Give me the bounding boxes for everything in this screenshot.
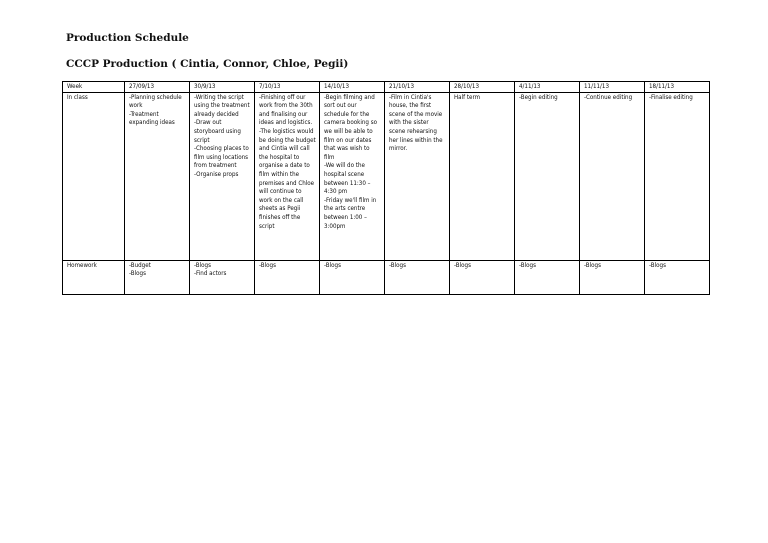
header-cell: 4/11/13 [515,82,580,93]
table-cell: Half term [450,92,515,260]
table-cell: -Blogs [580,260,645,294]
header-cell: 11/11/13 [580,82,645,93]
document-subtitle: CCCP Production ( Cintia, Connor, Chloe, Pegii) [66,58,349,70]
schedule-table [62,81,710,295]
row-label: Homework [63,260,125,294]
table-cell: -Blogs [450,260,515,294]
table-cell: -Blogs [515,260,580,294]
table-cell: -Continue editing [580,92,645,260]
table-cell: -Blogs [645,260,710,294]
header-cell: Week [63,82,125,93]
table-row-homework [63,260,710,294]
table-cell: -Blogs [320,260,385,294]
table-cell: -Begin editing [515,92,580,260]
header-cell: 30/9/13 [190,82,255,93]
table-cell: -Blogs -Find actors [190,260,255,294]
table-cell: -Blogs [255,260,320,294]
row-label: In class [63,92,125,260]
header-cell: 27/09/13 [125,82,190,93]
document-title: Production Schedule [66,32,189,44]
header-cell: 7/10/13 [255,82,320,93]
table-cell: -Finalise editing [645,92,710,260]
table-cell: -Planning schedule work -Treatment expanding ideas [125,92,190,260]
table-cell: -Film in Cintia's house, the first scene of the movie with the sister scene rehearsing her lines within the mirror. [385,92,450,260]
table-cell: -Budget -Blogs [125,260,190,294]
table-cell: -Blogs [385,260,450,294]
table-cell: -Begin filming and sort out our schedule for the camera booking so we will be able to film on our dates that was wish to film -We will do the hospital scene between 11:30 – 4:30 pm -Friday we'll film in the arts centre between 1:00 – 3:00pm [320,92,385,260]
header-cell: 14/10/13 [320,82,385,93]
table-cell: -Writing the script using the treatment already decided -Draw out storyboard using script -Choosing places to film using locations from treatment -Organise props [190,92,255,260]
header-cell: 21/10/13 [385,82,450,93]
header-cell: 28/10/13 [450,82,515,93]
table-header-row [63,82,710,93]
table-row-in-class [63,92,710,260]
table-cell: -Finishing off our work from the 30th and finalising our ideas and logistics. -The logistics would be doing the budget and Cintia will call the hospital to organise a date to film within the premises and Chloe will continue to work on the call sheets as Pegii finishes off the script [255,92,320,260]
header-cell: 18/11/13 [645,82,710,93]
